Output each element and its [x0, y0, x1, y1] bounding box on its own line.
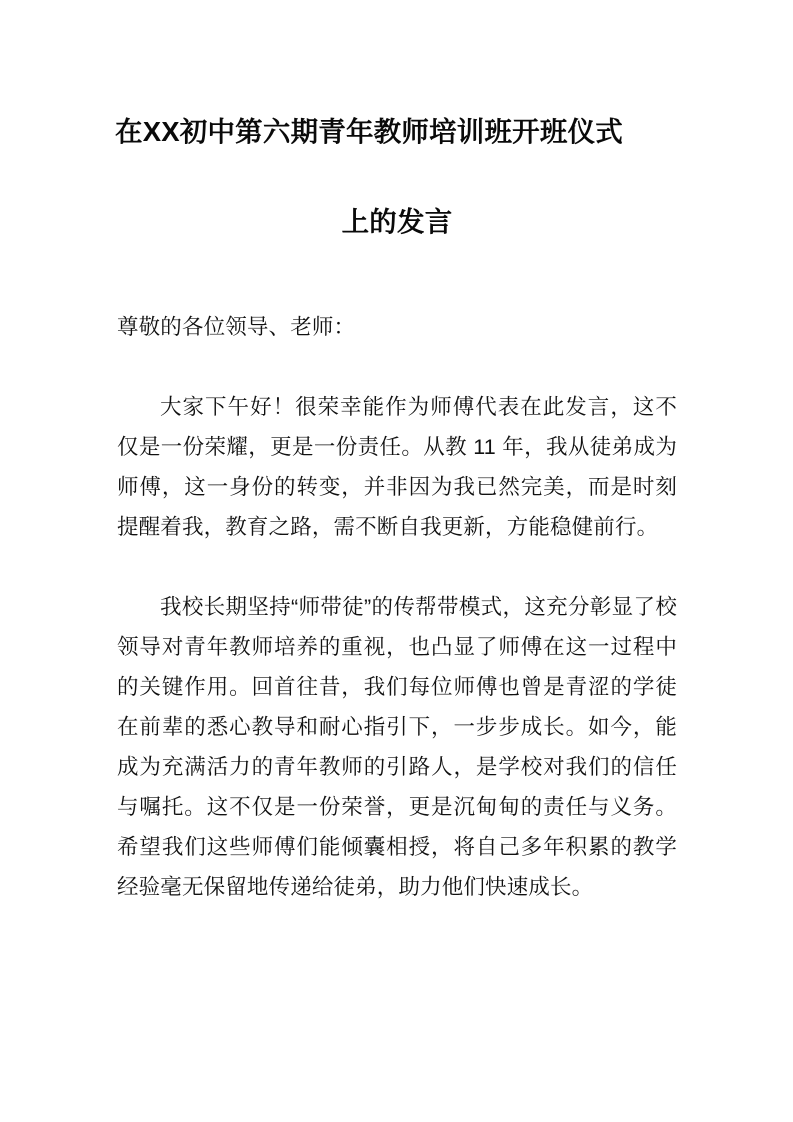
body-paragraph-1: 大家下午好！很荣幸能作为师傅代表在此发言，这不仅是一份荣耀，更是一份责任。从教 11 年，我从徒弟成为师傅，这一身份的转变，并非因为我已然完美，而是时刻提醒着我，教育之路，需不断自我更新，方能稳健前行。	[117, 395, 677, 539]
document-content	[117, 118, 677, 907]
document-body	[117, 307, 677, 907]
page-title	[117, 118, 677, 235]
salutation-line: 尊敬的各位领导、老师：	[117, 315, 356, 339]
body-paragraph-2: 我校长期坚持“师带徒”的传帮带模式，这充分彰显了校领导对青年教师培养的重视，也凸显了师傅在这一过程中的关键作用。回首往昔，我们每位师傅也曾是青涩的学徒在前辈的悉心教导和耐心指引下，一步步成长。如今，能成为充满活力的青年教师的引路人，是学校对我们的信任与嘱托。这不仅是一份荣誉，更是沉甸甸的责任与义务。希望我们这些师傅们能倾囊相授，将自己多年积累的教学经验毫无保留地传递给徒弟，助力他们快速成长。	[117, 595, 677, 899]
page-title-line-2: 上的发言	[341, 205, 453, 237]
page-title-line-1: 在XX初中第六期青年教师培训班开班仪式	[115, 116, 623, 147]
